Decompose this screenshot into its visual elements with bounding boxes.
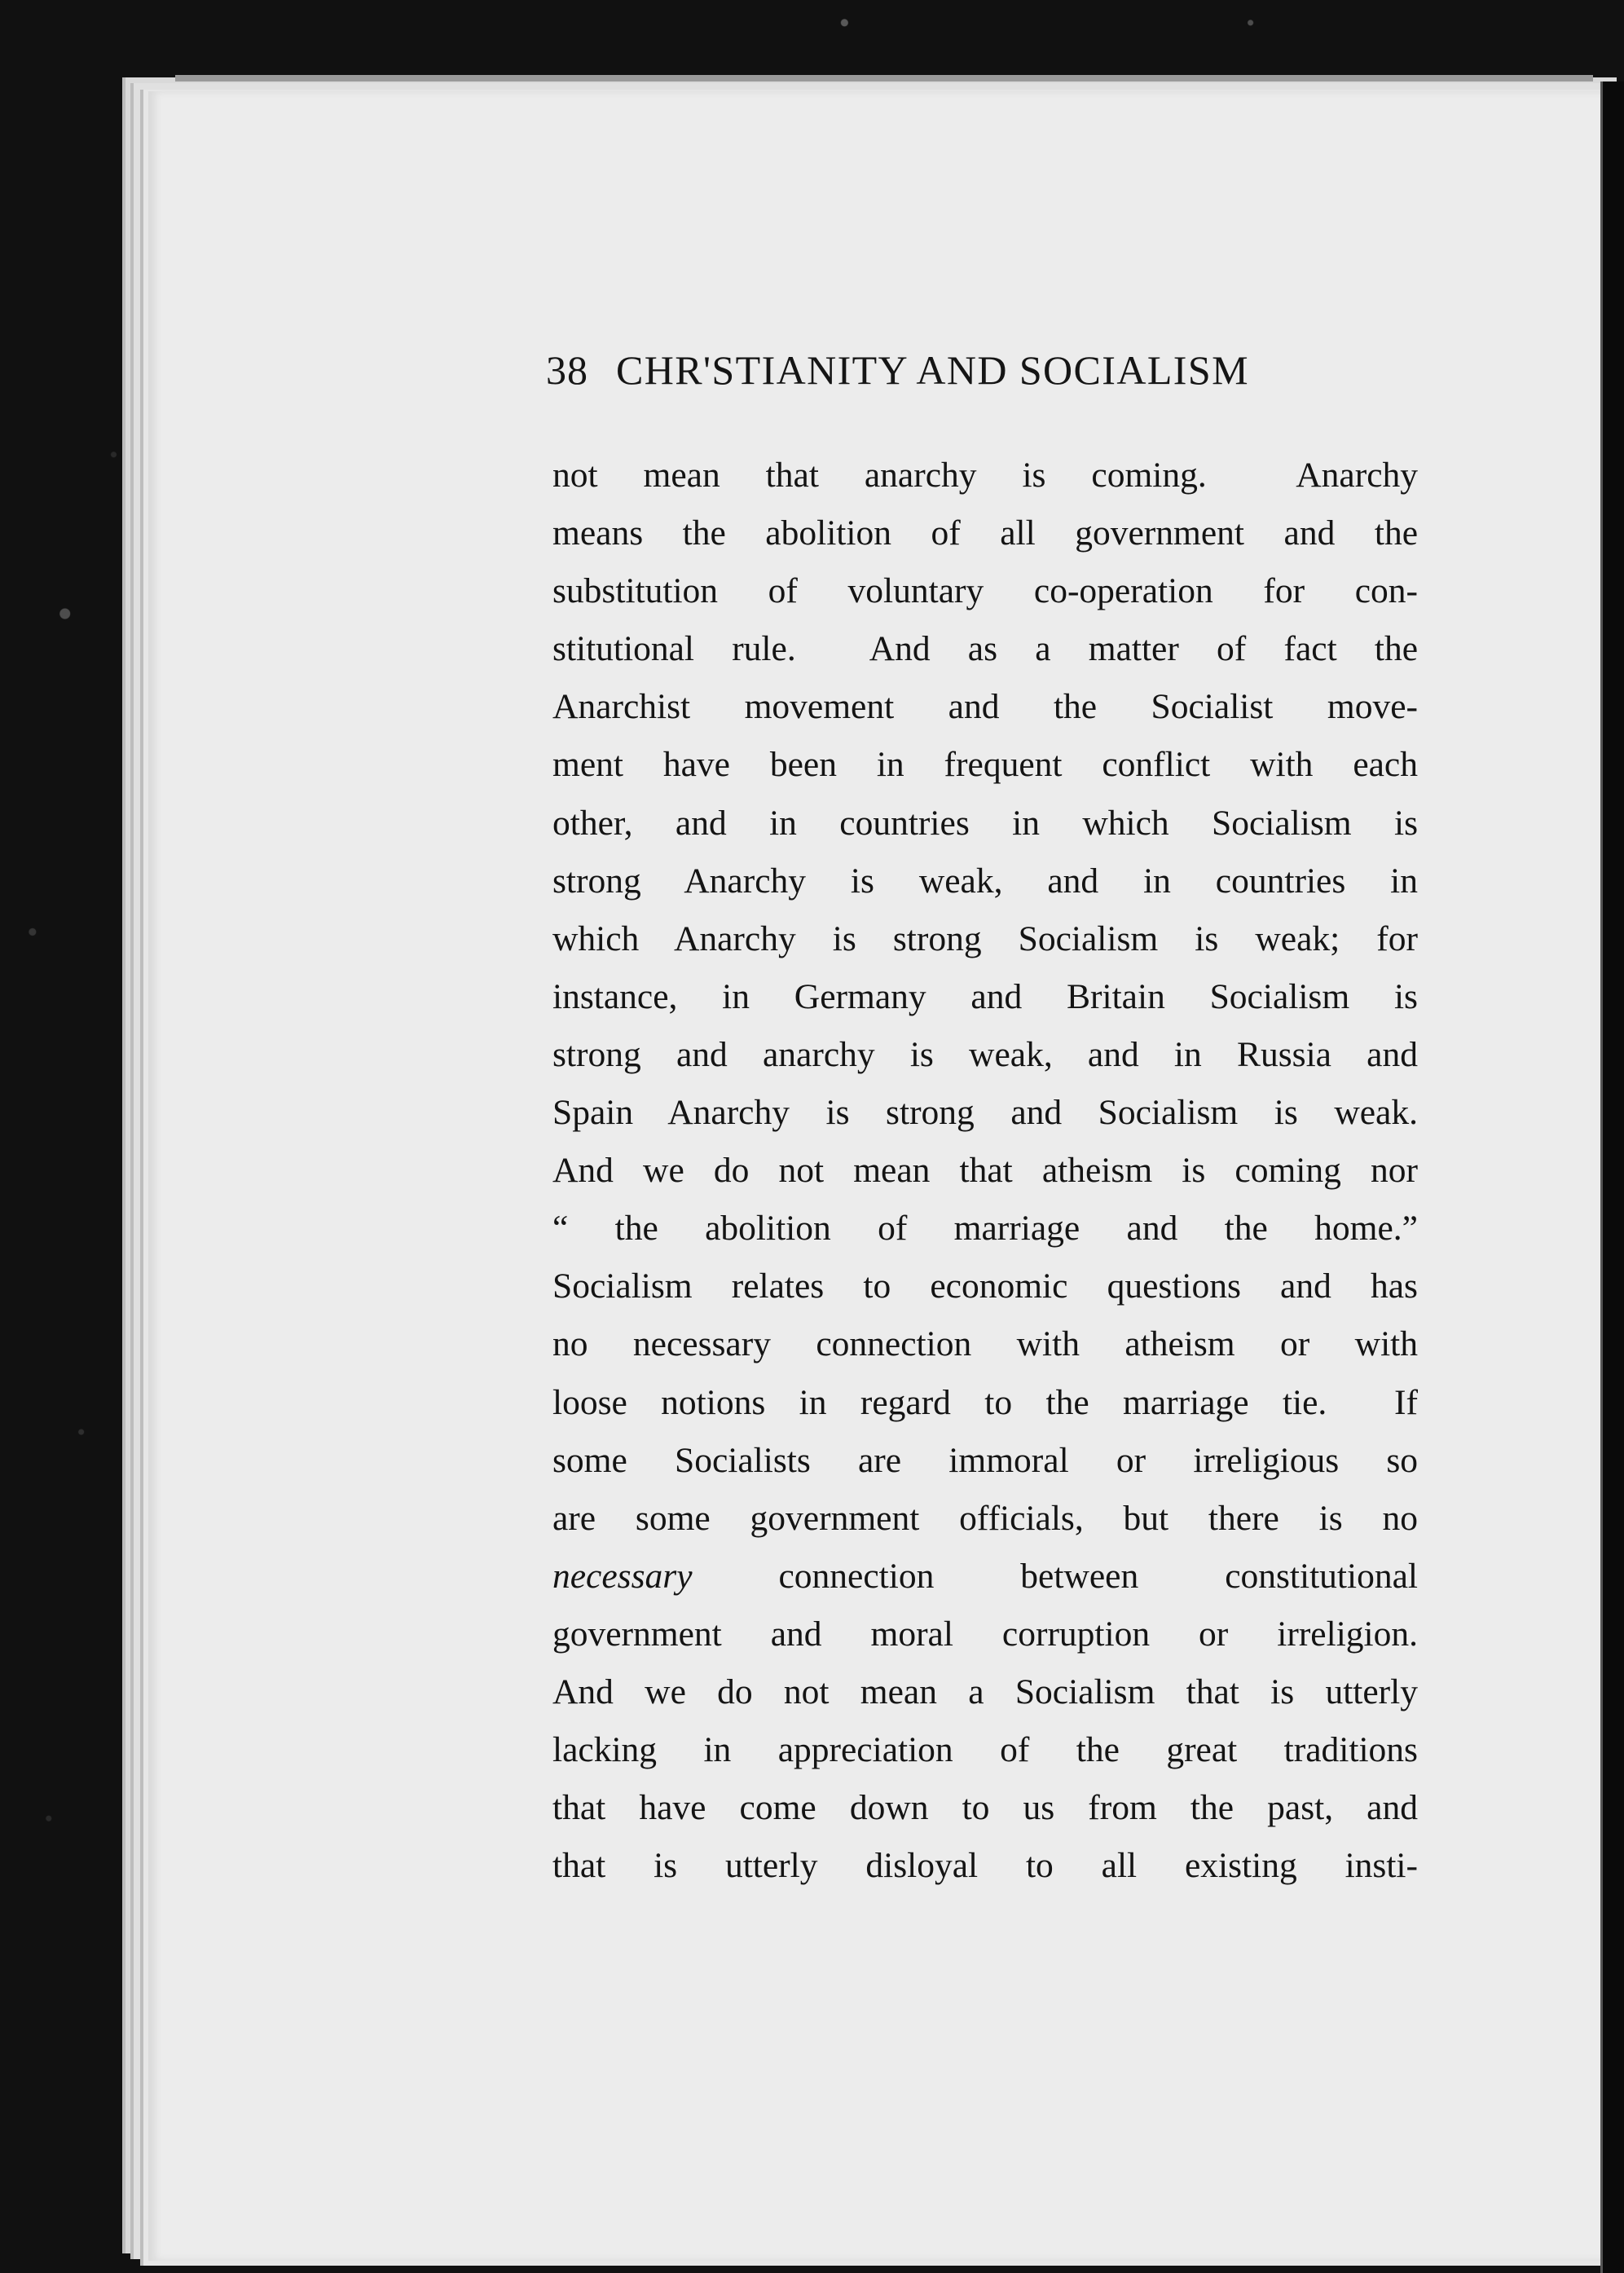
- text-line: strong Anarchy is weak, and in countries in: [552, 861, 1418, 901]
- text-line: loose notions in regard to the marriage tie. If: [552, 1382, 1418, 1422]
- text-line: lacking in appreciation of the great traditions: [552, 1730, 1418, 1770]
- text-line: that have come down to us from the past, and: [552, 1788, 1418, 1828]
- text-line: some Socialists are immoral or irreligious so: [552, 1440, 1418, 1480]
- text-line: stitutional rule. And as a matter of fact the: [552, 629, 1418, 669]
- text-line: And we do not mean that atheism is coming nor: [552, 1151, 1418, 1191]
- text-line: not mean that anarchy is coming. Anarchy: [552, 456, 1418, 495]
- text-line: government and moral corruption or irreligion.: [552, 1614, 1418, 1654]
- emphasized-word: necessary: [552, 1556, 693, 1596]
- text-line: Socialism relates to economic questions and has: [552, 1266, 1418, 1306]
- text-line: strong and anarchy is weak, and in Russia and: [552, 1034, 1418, 1074]
- text-line: “ the abolition of marriage and the home.”: [552, 1209, 1418, 1249]
- text-line: instance, in Germany and Britain Socialism is: [552, 976, 1418, 1016]
- text-line: ment have been in frequent conflict with each: [552, 745, 1418, 785]
- page-top-edge: [175, 75, 1593, 81]
- text-line: are some government officials, but there is no: [552, 1498, 1418, 1538]
- text-line: substitution of voluntary co-operation for con-: [552, 571, 1418, 611]
- text-line: And we do not mean a Socialism that is utterly: [552, 1672, 1418, 1711]
- text-line: other, and in countries in which Socialism is: [552, 803, 1418, 843]
- text-line: Anarchist movement and the Socialist move-: [552, 687, 1418, 727]
- running-title: CHR'STIANITY AND SOCIALISM: [616, 347, 1249, 393]
- text-line: no necessary connection with atheism or with: [552, 1324, 1418, 1364]
- text-line: necessary connection between constitutional: [552, 1556, 1418, 1596]
- body-text: [552, 447, 1418, 1895]
- text-line: Spain Anarchy is strong and Socialism is weak.: [552, 1093, 1418, 1133]
- running-head: [546, 346, 1418, 394]
- page-number: 38: [546, 347, 588, 393]
- text-line: means the abolition of all government and the: [552, 513, 1418, 553]
- text-line: that is utterly disloyal to all existing insti-: [552, 1846, 1418, 1886]
- text-line: which Anarchy is strong Socialism is weak; for: [552, 918, 1418, 958]
- film-right-edge: [1600, 81, 1624, 2273]
